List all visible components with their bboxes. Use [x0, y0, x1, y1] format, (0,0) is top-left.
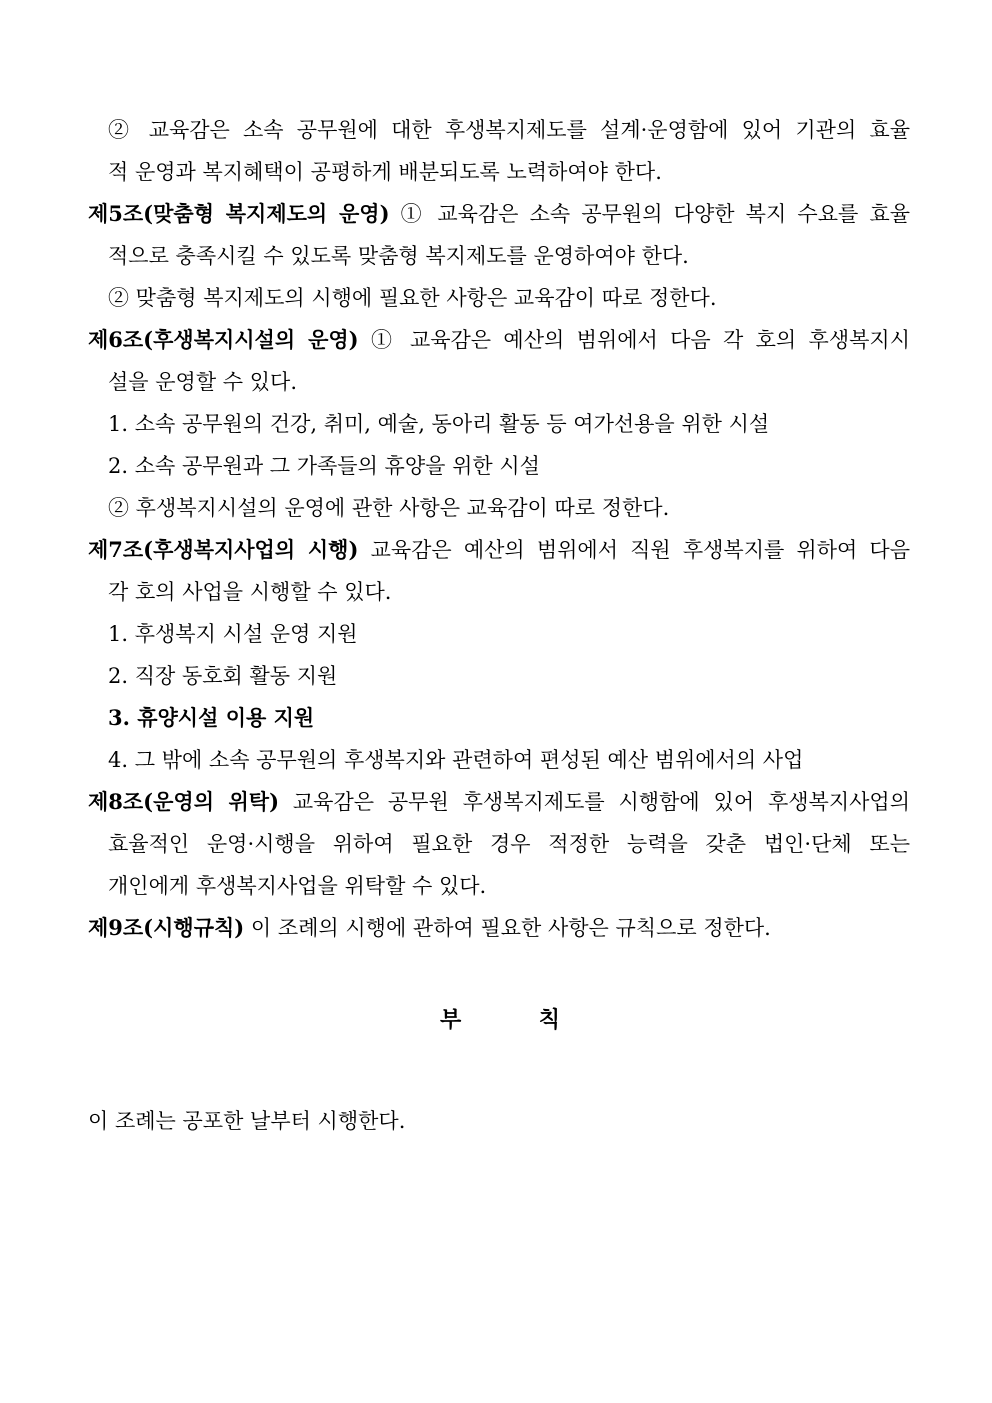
article7-item4: 4. 그 밖에 소속 공무원의 후생복지와 관련하여 편성된 예산 범위에서의 사업 [108, 748, 804, 772]
article6-line2: 설을 운영할 수 있다. [108, 370, 297, 394]
article8-line1 [88, 789, 910, 815]
article8-line3: 개인에게 후생복지사업을 위탁할 수 있다. [108, 874, 487, 898]
article6-item2: 2. 소속 공무원과 그 가족들의 휴양을 위한 시설 [108, 454, 540, 478]
article8-text: 교육감은 공무원 후생복지제도를 시행함에 있어 후생복지사업의 [279, 790, 910, 814]
article7-item1: 1. 후생복지 시설 운영 지원 [108, 622, 358, 646]
article6-line1 [88, 327, 910, 353]
article7-item3: 3. 휴양시설 이용 지원 [108, 705, 315, 730]
article5-line1 [88, 201, 910, 227]
article8-heading: 제8조(운영의 위탁) [88, 789, 279, 814]
article7-item2: 2. 직장 동호회 활동 지원 [108, 664, 338, 688]
article9-heading: 제9조(시행규칙) [88, 915, 245, 940]
article6-para2: ② 후생복지시설의 운영에 관한 사항은 교육감이 따로 정한다. [108, 496, 670, 520]
article6-text: ① 교육감은 예산의 범위에서 다음 각 호의 후생복지시 [358, 328, 910, 352]
addendum-title: 부 칙 [440, 1007, 560, 1033]
article5-para2: ② 맞춤형 복지제도의 시행에 필요한 사항은 교육감이 따로 정한다. [108, 286, 717, 310]
article5-text: ① 교육감은 소속 공무원의 다양한 복지 수요를 효율 [389, 202, 910, 226]
article7-heading: 제7조(후생복지사업의 시행) [88, 537, 359, 562]
addendum-text: 이 조례는 공포한 날부터 시행한다. [88, 1109, 406, 1133]
article9-line1 [88, 915, 910, 941]
article6-heading: 제6조(후생복지시설의 운영) [88, 327, 359, 352]
article7-line2: 각 호의 사업을 시행할 수 있다. [108, 580, 392, 604]
article9-text: 이 조례의 시행에 관하여 필요한 사항은 규칙으로 정한다. [244, 916, 771, 940]
article4-para2-line1: ② 교육감은 소속 공무원에 대한 후생복지제도를 설계·운영함에 있어 기관의 효율 [108, 118, 910, 142]
article6-item1: 1. 소속 공무원의 건강, 취미, 예술, 동아리 활동 등 여가선용을 위한 시설 [108, 412, 770, 436]
article7-text: 교육감은 예산의 범위에서 직원 후생복지를 위하여 다음 [358, 538, 910, 562]
article5-heading: 제5조(맞춤형 복지제도의 운영) [88, 201, 390, 226]
article8-line2: 효율적인 운영·시행을 위하여 필요한 경우 적정한 능력을 갖춘 법인·단체 또는 [108, 832, 910, 856]
article7-line1 [88, 537, 910, 563]
article5-line2: 적으로 충족시킬 수 있도록 맞춤형 복지제도를 운영하여야 한다. [108, 244, 689, 268]
article4-para2-line2: 적 운영과 복지혜택이 공평하게 배분되도록 노력하여야 한다. [108, 160, 662, 184]
